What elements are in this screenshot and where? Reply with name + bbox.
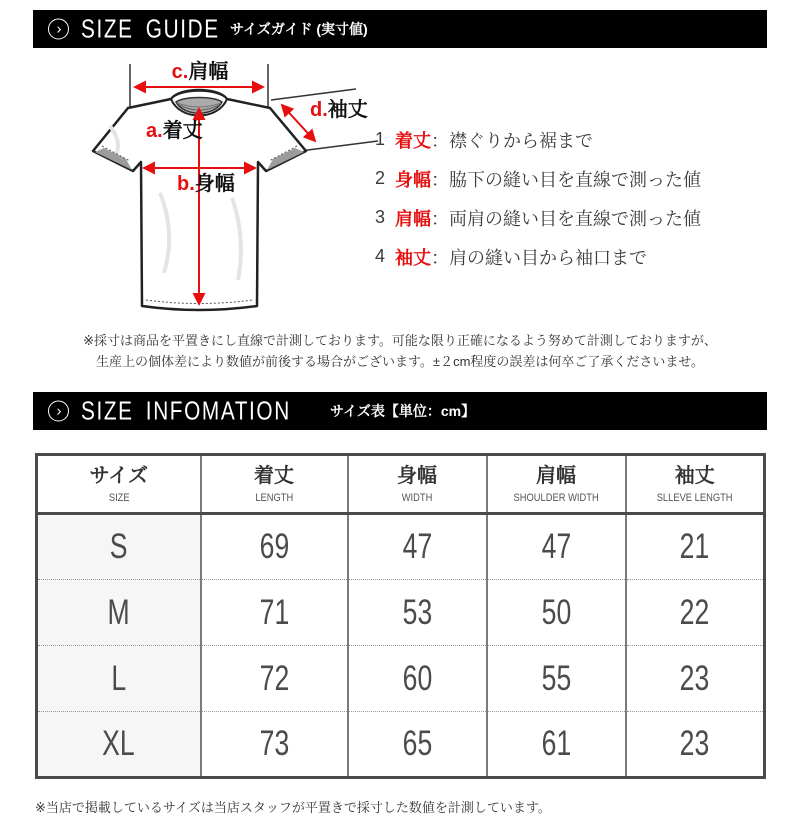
- length-value: 73: [259, 724, 289, 763]
- legend-description: ：襟ぐりから裾まで: [431, 130, 594, 151]
- legend-description: ：脇下の縫い目を直線で測った値: [431, 169, 702, 190]
- diagram-label-text: 身幅: [194, 173, 235, 195]
- diagram-label-text: 肩幅: [188, 61, 229, 83]
- legend-term: 袖丈: [395, 247, 432, 268]
- width-value: 60: [402, 658, 432, 698]
- size-information-header-bar: [33, 392, 767, 430]
- table-row-size-l: [37, 646, 765, 712]
- column-header-en: SIZE: [108, 492, 130, 504]
- legend-description: ：両肩の縫い目を直線で測った値: [431, 208, 702, 229]
- size-value: XL: [102, 724, 136, 763]
- length-value: 72: [259, 658, 289, 698]
- cell-length: [201, 712, 348, 778]
- width-value: 53: [402, 592, 432, 632]
- cell-size: [37, 712, 201, 778]
- cell-length: [201, 580, 348, 646]
- size-value: S: [109, 527, 128, 566]
- column-header-en: SLLEVE LENGTH: [656, 492, 733, 504]
- legend-term: 肩幅: [395, 208, 432, 229]
- measurement-note-line2: 生産上の個体差により数値が前後する場合がございます。±２cm程度の誤差は何卒ご了承くださいませ。: [95, 354, 705, 369]
- legend-description: ：肩の縫い目から袖口まで: [431, 247, 648, 268]
- measurement-note-line1: ※採寸は商品を平置きにし直線で計測しております。可能な限り正確になるよう努めて計測しておりますが、: [83, 333, 717, 348]
- table-row-size-m: [37, 580, 765, 646]
- store-measurement-note: ※当店で掲載しているサイズは当店スタッフが平置きで採寸した数値を計測しています。: [35, 800, 551, 815]
- sleeve-value: 21: [679, 527, 710, 566]
- width-value: 47: [402, 527, 432, 566]
- size-table-header-row: [37, 455, 765, 514]
- measurement-legend: [375, 120, 701, 276]
- measurement-note: [0, 330, 800, 372]
- chevron-right-circle-icon: ›: [48, 19, 69, 40]
- cell-shoulder: [487, 712, 626, 778]
- shoulder-value: 55: [541, 658, 571, 698]
- width-value: 65: [402, 724, 432, 763]
- cell-length: [201, 514, 348, 580]
- legend-item-length: [375, 120, 701, 159]
- sleeve-value: 23: [679, 658, 710, 698]
- diagram-label-length: [146, 119, 203, 143]
- diagram-label-text: 着丈: [162, 120, 203, 142]
- cell-shoulder: [487, 514, 626, 580]
- length-value: 71: [259, 592, 289, 632]
- shoulder-value: 61: [541, 724, 571, 763]
- cell-width: [348, 646, 487, 712]
- size-value: L: [111, 658, 127, 698]
- cell-length: [201, 646, 348, 712]
- legend-number: 2: [375, 168, 386, 188]
- size-guide-header-bar: [33, 10, 767, 48]
- legend-term: 着丈: [395, 130, 432, 151]
- sleeve-value: 23: [679, 724, 710, 763]
- cell-width: [348, 580, 487, 646]
- size-guide-subtitle: サイズガイド (実寸値): [230, 21, 368, 37]
- diagram-label-key: a.: [146, 120, 163, 142]
- legend-number: 4: [375, 246, 386, 266]
- tshirt-measurement-diagram: [80, 58, 390, 323]
- diagram-label-text: 袖丈: [327, 99, 368, 121]
- legend-item-sleeve: [375, 237, 701, 276]
- cell-sleeve: [626, 580, 765, 646]
- legend-item-width: [375, 159, 701, 198]
- table-row-size-s: [37, 514, 765, 580]
- diagram-label-body-width: [177, 172, 235, 196]
- column-header-width: [348, 455, 487, 514]
- size-guide-title: SIZE GUIDE: [81, 13, 220, 44]
- column-header-sleeve: [626, 455, 765, 514]
- cell-width: [348, 514, 487, 580]
- cell-sleeve: [626, 712, 765, 778]
- diagram-label-key: c.: [171, 61, 189, 83]
- size-information-title: SIZE INFOMATION: [81, 395, 291, 426]
- size-value: M: [107, 592, 130, 632]
- column-header-jp: 着丈: [254, 465, 294, 487]
- column-header-en: SHOULDER WIDTH: [513, 492, 599, 504]
- shoulder-value: 47: [541, 527, 571, 566]
- diagram-label-key: d.: [310, 99, 328, 121]
- diagram-label-key: b.: [177, 173, 195, 195]
- size-information-subtitle: サイズ表【単位：cm】: [330, 403, 476, 419]
- diagram-label-shoulder-width: [160, 60, 240, 84]
- legend-term: 身幅: [395, 169, 432, 190]
- legend-number: 1: [375, 129, 386, 149]
- column-header-en: LENGTH: [255, 492, 293, 504]
- chevron-right-circle-icon: ›: [48, 401, 69, 422]
- table-row-size-xl: [37, 712, 765, 778]
- legend-item-shoulder: [375, 198, 701, 237]
- column-header-shoulder: [487, 455, 626, 514]
- column-header-size: [37, 455, 201, 514]
- sleeve-value: 22: [679, 592, 710, 632]
- shoulder-value: 50: [541, 592, 571, 632]
- cell-size: [37, 580, 201, 646]
- cell-size: [37, 514, 201, 580]
- column-header-en: WIDTH: [401, 492, 433, 504]
- column-header-jp: 肩幅: [536, 465, 576, 487]
- column-header-jp: サイズ: [89, 465, 148, 487]
- length-value: 69: [259, 527, 289, 566]
- column-header-jp: 袖丈: [674, 465, 715, 487]
- cell-sleeve: [626, 646, 765, 712]
- cell-shoulder: [487, 646, 626, 712]
- diagram-label-sleeve-length: [310, 98, 368, 122]
- size-table: [35, 453, 766, 779]
- cell-shoulder: [487, 580, 626, 646]
- cell-width: [348, 712, 487, 778]
- cell-sleeve: [626, 514, 765, 580]
- cell-size: [37, 646, 201, 712]
- column-header-jp: 身幅: [397, 465, 437, 487]
- column-header-length: [201, 455, 348, 514]
- legend-number: 3: [375, 207, 386, 227]
